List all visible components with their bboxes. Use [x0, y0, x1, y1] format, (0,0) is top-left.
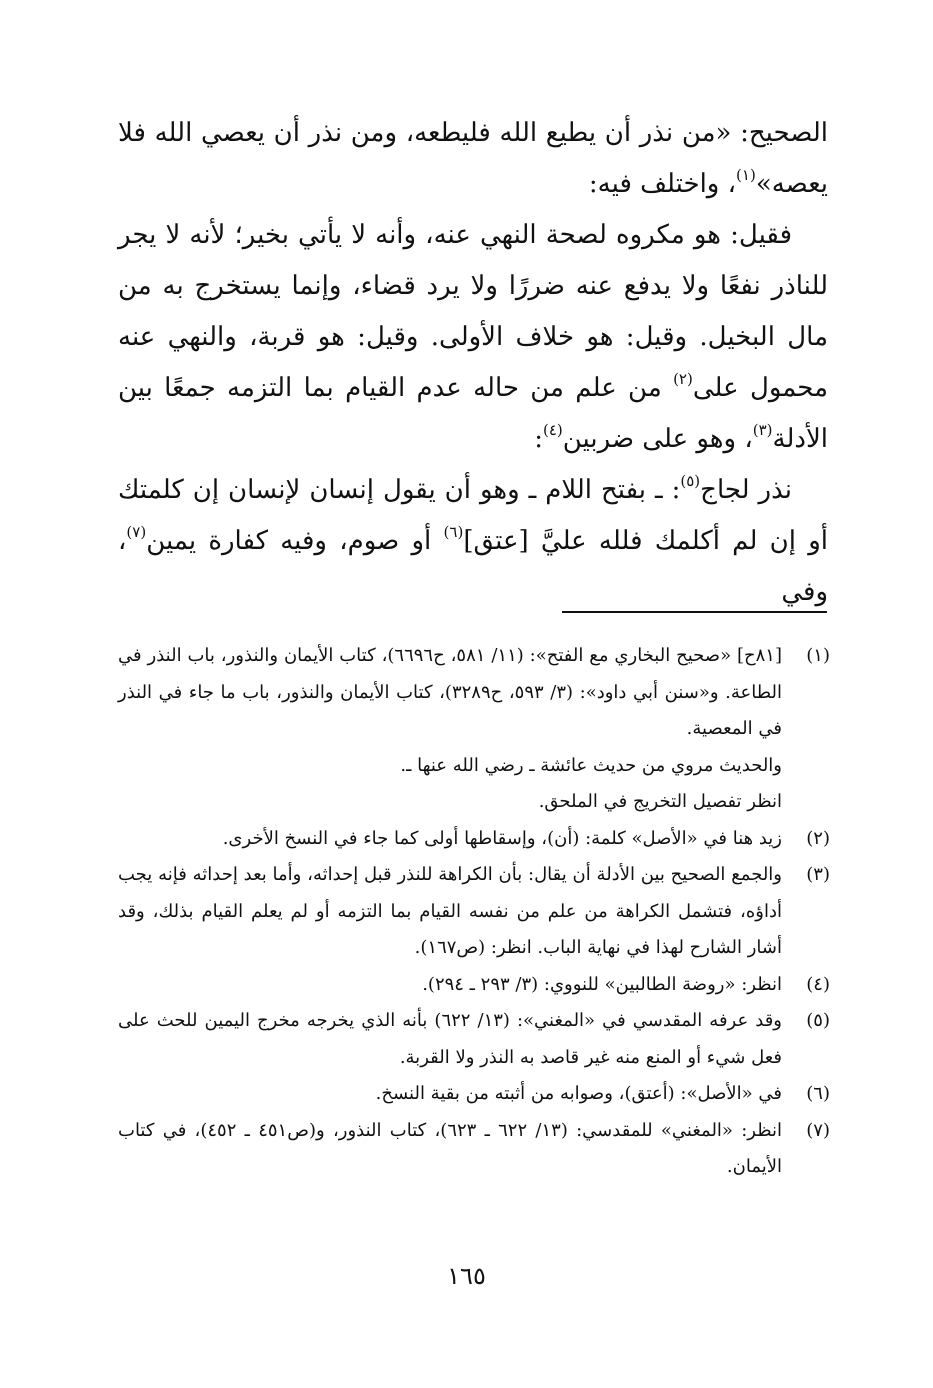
main-text	[118, 108, 828, 618]
footnote-line: انظر: «المغني» للمقدسي: (١٣/ ٦٢٢ ـ ٦٢٣)، كتاب النذور، و(ص٤٥١ ـ ٤٥٢)، في كتاب الأيمان.	[118, 1119, 782, 1177]
footnote-7	[118, 1113, 830, 1186]
footnote-ref-6[interactable]: (٦)	[443, 523, 464, 541]
footnote-2	[118, 821, 830, 858]
footnote-line: والجمع الصحيح بين الأدلة أن يقال: بأن الكراهة للنذر قبل إحداثه، وأما بعد إحداثه فإنه يجب أداؤه، فتشمل الكراهة من علم من نفسه القيام بما التزمه أو لم يعلم القيام بذلك، وقد أشار الشارح لهذا في نهاية الباب. انظر: (ص١٦٧).	[118, 864, 782, 958]
text-run: : ـ بفتح اللام ـ وهو أن يقول إنسان لإنسان إن كلمتك أو إن لم أكلمك فلله عليَّ [عتق]	[118, 475, 828, 556]
footnote-separator	[562, 611, 827, 613]
footnote-line: والحديث مروي من حديث عائشة ـ رضي الله عنها ـ.	[400, 754, 782, 776]
footnote-number: (٢)	[806, 827, 830, 849]
footnote-ref-3[interactable]: (٣)	[752, 421, 773, 439]
footnote-1	[118, 638, 830, 821]
footnote-body	[118, 638, 782, 821]
paragraph-2	[118, 210, 828, 465]
text-run: نذر لجاج	[700, 475, 792, 505]
footnotes	[118, 638, 830, 1186]
footnote-number: (٧)	[806, 1119, 830, 1141]
text-run: ، وهو على ضربين	[562, 424, 753, 454]
footnote-number: (٤)	[806, 973, 830, 995]
footnote-6	[118, 1076, 830, 1113]
footnote-body	[118, 1003, 782, 1076]
text-run: ، وفي	[118, 526, 828, 607]
footnote-line: زيد هنا في «الأصل» كلمة: (أن)، وإسقاطها أولى كما جاء في النسخ الأخرى.	[222, 827, 782, 849]
footnote-body	[118, 857, 782, 967]
paragraph-3	[118, 465, 828, 618]
footnote-body	[118, 821, 782, 858]
text-run: فقيل: هو مكروه لصحة النهي عنه، وأنه لا يأتي بخير؛ لأنه لا يجر للناذر نفعًا ولا يدفع عنه ضررًا ولا يرد قضاء، وإنما يستخرج به من مال البخيل. وقيل: هو خلاف الأولى. وقيل: هو قربة، والنهي عنه محمول على	[118, 220, 829, 403]
footnote-ref-7[interactable]: (٧)	[126, 523, 147, 541]
footnote-ref-2[interactable]: (٢)	[673, 370, 693, 388]
footnote-line: في «الأصل»: (أعتق)، وصوابه من أثبته من بقية النسخ.	[375, 1083, 782, 1104]
footnote-ref-1[interactable]: (١)	[736, 166, 756, 184]
page-number: ١٦٥	[447, 1262, 486, 1290]
text-run: أو صوم، وفيه كفارة يمين	[146, 526, 444, 556]
footnote-3	[118, 857, 830, 967]
footnote-body	[118, 1076, 782, 1113]
footnote-body	[118, 1113, 782, 1186]
footnote-line: انظر تفصيل التخريج في الملحق.	[538, 791, 782, 812]
footnote-5	[118, 1003, 830, 1076]
footnote-number: (١)	[806, 645, 830, 666]
text-run: الصحيح: «من نذر أن يطيع الله فليطعه، ومن نذر أن يعصي الله فلا يعصه»	[118, 118, 828, 199]
footnote-ref-5[interactable]: (٥)	[680, 472, 701, 490]
footnote-line: انظر: «روضة الطالبين» للنووي: (٣/ ٢٩٣ ـ ٢٩٤).	[422, 973, 782, 995]
footnote-line: وقد عرفه المقدسي في «المغني»: (١٣/ ٦٢٢) بأنه الذي يخرجه مخرج اليمين للحث على فعل شيء أو المنع منه غير قاصد به النذر ولا القربة.	[118, 1010, 783, 1068]
text-run: من علم من حاله عدم القيام بما التزمه جمعًا بين الأدلة	[118, 373, 828, 454]
footnote-number: (٦)	[806, 1083, 830, 1104]
footnote-body	[118, 967, 782, 1004]
text-run: ، واختلف فيه:	[588, 169, 737, 199]
footnote-ref-4[interactable]: (٤)	[542, 421, 563, 439]
paragraph-1	[118, 108, 828, 210]
footnote-number: (٥)	[806, 1010, 830, 1031]
footnote-line: [٨١ح] «صحيح البخاري مع الفتح»: (١١/ ٥٨١، ح٦٦٩٦)، كتاب الأيمان والنذور، باب النذر في الطاعة. و«سنن أبي داود»: (٣/ ٥٩٣، ح٣٢٨٩)، كتاب الأيمان والنذور، باب ما جاء في النذر في المعصية.	[118, 645, 782, 739]
footnote-4	[118, 967, 830, 1004]
text-run: :	[534, 424, 543, 454]
footnote-number: (٣)	[806, 864, 830, 885]
